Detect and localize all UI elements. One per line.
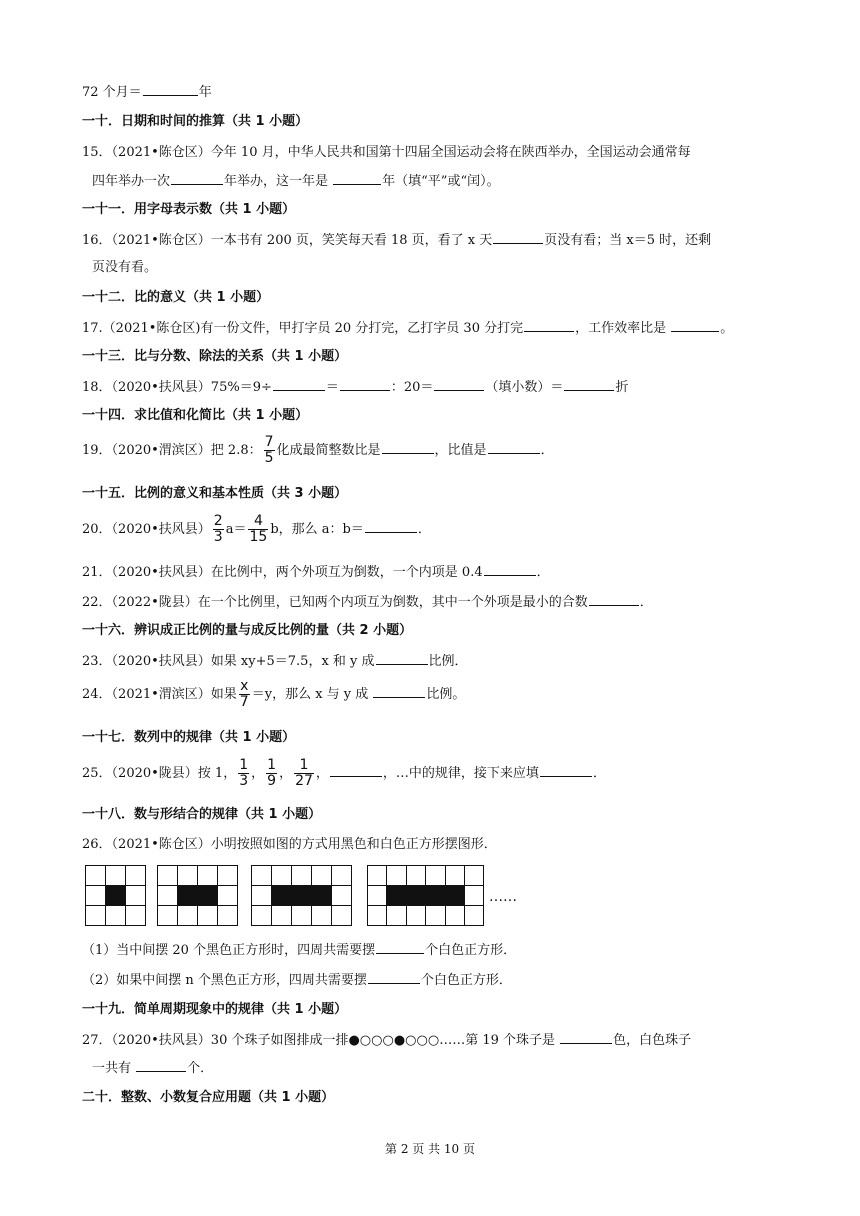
question-17: 17.（2021•陈仓区)有一份文件，甲打字员 20 分打完，乙打字员 30 分打完 ，工作效率比是 。 bbox=[82, 318, 733, 339]
answer-blank bbox=[373, 684, 425, 698]
fraction: $\frac{1}{9}$ bbox=[267, 757, 277, 789]
question-26-part-1: （1）当中间摆 20 个黑色正方形时，四周共需要摆 个白色正方形． bbox=[82, 940, 516, 961]
answer-blank bbox=[493, 230, 543, 244]
answer-blank bbox=[333, 171, 381, 185]
fraction: $\frac{x}{7}$ bbox=[239, 678, 249, 710]
question-16: 16．（2021•陈仓区）一本书有 200 页，笑笑每天看 18 页，看了 x 天 页没有看；当 x＝5 时，还剩 bbox=[82, 230, 711, 251]
continuation-dots: …… bbox=[489, 889, 517, 905]
section-heading-20: 二十．整数、小数复合应用题（共 1 小题） bbox=[82, 1090, 335, 1105]
question-20: 20．（2020•扶风县） $\frac{2}{3}$ a＝ $\frac{4}{15}$ b，那么 a：b＝ ． bbox=[82, 513, 431, 545]
question-15: 15．（2021•陈仓区）今年 10 月，中华人民共和国第十四届全国运动会将在陕西举办，全国运动会通常每 bbox=[82, 145, 691, 160]
answer-blank bbox=[434, 377, 484, 391]
question-24: 24．（2021•渭滨区）如果 $\frac{x}{7}$ ＝y，那么 x 与 y 成 比例。 bbox=[82, 678, 466, 710]
question-18: 18．（2020•扶风县）75%＝9÷ ＝ ：20＝ （填小数）＝ 折 bbox=[82, 377, 628, 398]
section-heading-19: 一十九．简单周期现象中的规律（共 1 小题） bbox=[82, 1002, 348, 1017]
answer-blank bbox=[524, 318, 574, 332]
answer-blank bbox=[540, 763, 592, 777]
question-25: 25．（2020•陇县）按 1， $\frac{1}{3}$ ， $\frac{1}{9}$ ， $\frac{1}{27}$ ， ，…中的规律，接下来应填 ． bbox=[82, 757, 606, 789]
section-heading-18: 一十八．数与形结合的规律（共 1 小题） bbox=[82, 807, 322, 822]
question-26-part-2: （2）如果中间摆 n 个黑色正方形，四周共需要摆 个白色正方形． bbox=[82, 970, 512, 991]
question-21: 21．（2020•扶风县）在比例中，两个外项互为倒数，一个内项是 0.4 ． bbox=[82, 562, 550, 583]
section-heading-12: 一十二．比的意义（共 1 小题） bbox=[82, 290, 270, 305]
question-16-cont: 页没有看。 bbox=[92, 260, 158, 275]
answer-blank bbox=[273, 377, 325, 391]
answer-blank bbox=[382, 440, 434, 454]
question-27-cont: 一共有 个． bbox=[92, 1058, 213, 1079]
fraction: $\frac{7}{5}$ bbox=[264, 434, 274, 466]
fraction: $\frac{1}{3}$ bbox=[239, 757, 249, 789]
answer-blank bbox=[171, 171, 223, 185]
section-heading-11: 一十一．用字母表示数（共 1 小题） bbox=[82, 202, 296, 217]
answer-blank bbox=[365, 519, 417, 533]
section-heading-13: 一十三．比与分数、除法的关系（共 1 小题） bbox=[82, 349, 348, 364]
line-72-months: 72 个月＝ 年 bbox=[82, 82, 212, 103]
section-heading-15: 一十五．比例的意义和基本性质（共 3 小题） bbox=[82, 486, 348, 501]
answer-blank bbox=[488, 440, 540, 454]
fraction: $\frac{4}{15}$ bbox=[249, 513, 268, 545]
section-heading-10: 一十．日期和时间的推算（共 1 小题） bbox=[82, 114, 309, 129]
answer-blank bbox=[560, 1030, 612, 1044]
answer-blank bbox=[376, 651, 428, 665]
answer-blank bbox=[368, 970, 420, 984]
question-23: 23．（2020•扶风县）如果 xy+5＝7.5，x 和 y 成 比例． bbox=[82, 651, 468, 672]
section-heading-17: 一十七．数列中的规律（共 1 小题） bbox=[82, 730, 296, 745]
answer-blank bbox=[376, 940, 424, 954]
section-heading-14: 一十四．求比值和化简比（共 1 小题） bbox=[82, 408, 309, 423]
question-15-cont: 四年举办一次 年举办，这一年是 年（填“平”或“闰）。 bbox=[92, 171, 500, 192]
answer-blank bbox=[671, 318, 719, 332]
section-heading-16: 一十六．辨识成正比例的量与成反比例的量（共 2 小题） bbox=[82, 623, 413, 638]
question-19: 19．（2020•渭滨区）把 2.8： $\frac{7}{5}$ 化成最简整数比是 ，比值是 ． bbox=[82, 434, 554, 466]
answer-blank bbox=[589, 592, 639, 606]
answer-blank bbox=[484, 562, 536, 576]
square-pattern-figure bbox=[85, 865, 525, 931]
page-footer: 第 2 页 共 10 页 bbox=[385, 1142, 475, 1156]
answer-blank bbox=[340, 377, 390, 391]
fraction: $\frac{2}{3}$ bbox=[213, 513, 223, 545]
answer-blank bbox=[330, 763, 382, 777]
answer-blank bbox=[136, 1058, 186, 1072]
fraction: $\frac{1}{27}$ bbox=[295, 757, 313, 789]
answer-blank bbox=[143, 82, 198, 96]
answer-blank bbox=[564, 377, 614, 391]
question-27: 27．（2020•扶风县）30 个珠子如图排成一排●○○○●○○○……第 19 个珠子是 色，白色珠子 bbox=[82, 1030, 691, 1051]
question-26: 26．（2021•陈仓区）小明按照如图的方式用黑色和白色正方形摆图形． bbox=[82, 837, 497, 852]
question-22: 22．（2022•陇县）在一个比例里，已知两个内项互为倒数，其中一个外项是最小的合数 ． bbox=[82, 592, 653, 613]
